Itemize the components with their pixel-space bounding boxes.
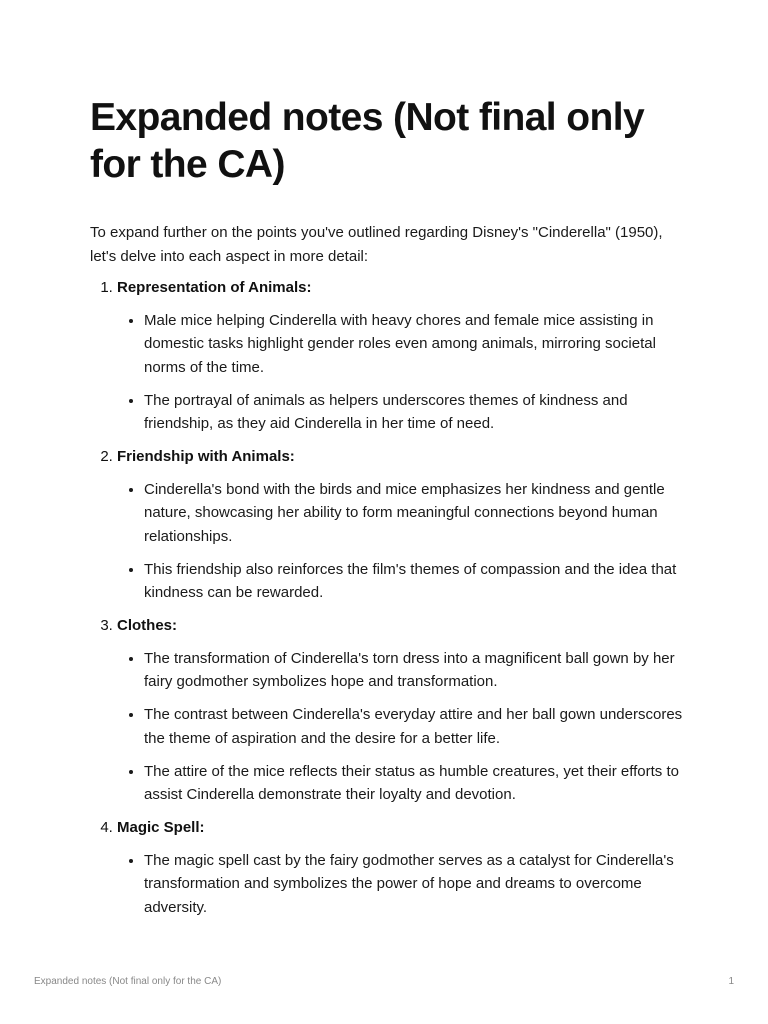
bullet-list (117, 647, 690, 807)
footer-title: Expanded notes (Not final only for the CA) (34, 976, 222, 987)
bullet-item: • The attire of the mice reflects their status as humble creatures, yet their efforts to assist Cinderella demonstrate their loyalty and devotion. (144, 760, 690, 807)
bullet-item: • The magic spell cast by the fairy godmother serves as a catalyst for Cinderella's transformation and symbolizes the power of hope and dreams to overcome adversity. (144, 849, 690, 920)
section-item (117, 816, 690, 919)
section-title: 4. Magic Spell: (117, 819, 205, 836)
bullet-item: • This friendship also reinforces the film's themes of compassion and the idea that kindness can be rewarded. (144, 558, 690, 605)
section-title: 1. Representation of Animals: (117, 279, 312, 296)
bullet-list (117, 309, 690, 436)
section-item (117, 445, 690, 605)
section-list (90, 276, 690, 919)
section-title: 3. Clothes: (117, 617, 177, 634)
bullet-item: • Cinderella's bond with the birds and mice emphasizes her kindness and gentle nature, showcasing her ability to form meaningful connections beyond human relationships. (144, 478, 690, 549)
bullet-item: • The portrayal of animals as helpers underscores themes of kindness and friendship, as they aid Cinderella in her time of need. (144, 389, 690, 436)
section-item (117, 276, 690, 436)
bullet-list (117, 849, 690, 920)
page-title: Expanded notes (Not final only for the CA) (90, 96, 645, 186)
bullet-item: • Male mice helping Cinderella with heavy chores and female mice assisting in domestic tasks highlight gender roles even among animals, mirroring societal norms of the time. (144, 309, 690, 380)
section-title: 2. Friendship with Animals: (117, 448, 295, 465)
bullet-list (117, 478, 690, 605)
bullet-item: • The transformation of Cinderella's torn dress into a magnificent ball gown by her fairy godmother symbolizes hope and transformation. (144, 647, 690, 694)
section-item (117, 614, 690, 807)
footer-page-number: 1 (728, 976, 734, 987)
bullet-item: • The contrast between Cinderella's everyday attire and her ball gown underscores the theme of aspiration and the desire for a better life. (144, 703, 690, 750)
document-page (90, 94, 690, 929)
intro-paragraph: To expand further on the points you've outlined regarding Disney's "Cinderella" (1950), let's delve into each aspect in more detail: (90, 224, 663, 265)
